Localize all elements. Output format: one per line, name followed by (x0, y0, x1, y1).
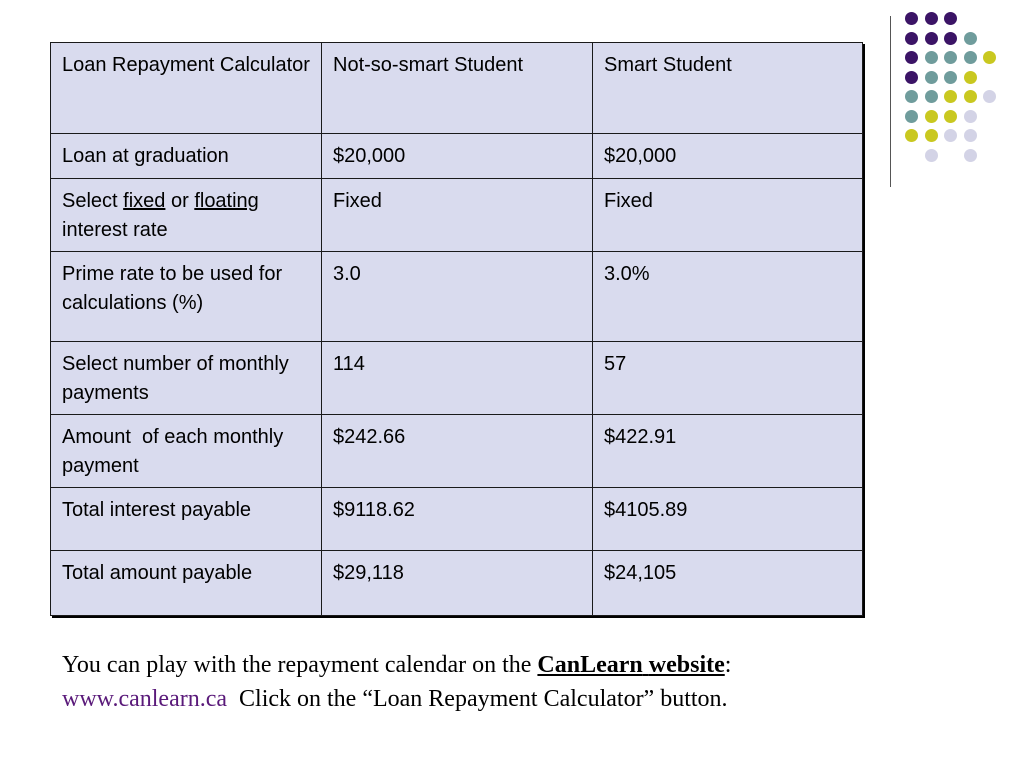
decorative-dot (925, 51, 938, 64)
decorative-dot (925, 149, 938, 162)
table-row (51, 488, 863, 551)
table-cell-value-a: $20,000 (322, 134, 593, 179)
decorative-dot (925, 129, 938, 142)
decorative-dot (944, 110, 957, 123)
table-cell-header-label: Loan Repayment Calculator (51, 43, 322, 134)
decorative-dot (925, 71, 938, 84)
decorative-dot (905, 71, 918, 84)
table-cell-label: Total amount payable (51, 551, 322, 616)
table-cell-label: Loan at graduation (51, 134, 322, 179)
label-text: interest rate (62, 219, 168, 241)
note-text: Click on the “Loan Repayment Calculator” button. (227, 686, 728, 712)
canlearn-website-link[interactable] (537, 652, 724, 678)
table-cell-value-b: Fixed (593, 179, 863, 252)
decorative-dot (944, 90, 957, 103)
decorative-dot (905, 12, 918, 25)
note-text: : (724, 652, 738, 678)
loan-repayment-table (50, 42, 863, 616)
decorative-dot (944, 129, 957, 142)
label-text: Select (62, 190, 124, 212)
fixed-link[interactable]: fixed (123, 190, 166, 212)
decorative-dot (964, 110, 977, 123)
table-cell-value-a: 3.0 (322, 252, 593, 342)
table-row (51, 179, 863, 252)
table-cell-value-b: $4105.89 (593, 488, 863, 551)
decorative-dot (925, 110, 938, 123)
decorative-dot (944, 71, 957, 84)
link-text: website (648, 652, 725, 678)
table-cell-value-b: $20,000 (593, 134, 863, 179)
table-row (51, 551, 863, 616)
decorative-dot-grid (905, 12, 1015, 172)
table-row (51, 415, 863, 488)
table-cell-value-b: $24,105 (593, 551, 863, 616)
decorative-dot (964, 90, 977, 103)
decorative-dot (925, 32, 938, 45)
table-cell-value-a: $29,118 (322, 551, 593, 616)
decorative-dot (925, 90, 938, 103)
decorative-dot (964, 32, 977, 45)
decorative-dot (983, 51, 996, 64)
table-cell-value-a: $9118.62 (322, 488, 593, 551)
table-cell-value-b: 57 (593, 342, 863, 415)
decorative-dot (905, 110, 918, 123)
decorative-dot (925, 12, 938, 25)
table-cell-label: Prime rate to be used for calculations (%) (51, 252, 322, 342)
link-text: CanLearn (537, 652, 643, 678)
table-row (51, 342, 863, 415)
decorative-dot (905, 129, 918, 142)
table-header-row (51, 43, 863, 134)
table-cell-value-a: 114 (322, 342, 593, 415)
table-cell-header-col-b: Smart Student (593, 43, 863, 134)
table-cell-value-b: $422.91 (593, 415, 863, 488)
table-row (51, 252, 863, 342)
note-text: You can play with the repayment calendar on the (62, 652, 538, 678)
decorative-dot (964, 51, 977, 64)
decorative-dot (905, 51, 918, 64)
footer-note (62, 648, 782, 716)
decorative-dot (964, 71, 977, 84)
table-cell-header-col-a: Not-so-smart Student (322, 43, 593, 134)
decorative-dot (944, 51, 957, 64)
table-cell-label: Total interest payable (51, 488, 322, 551)
table-cell-value-a: Fixed (322, 179, 593, 252)
table-cell-label (51, 179, 322, 252)
divider-line (890, 16, 891, 187)
table-cell-value-a: $242.66 (322, 415, 593, 488)
decorative-dot (964, 129, 977, 142)
decorative-dot (905, 32, 918, 45)
table-cell-label: Amount of each monthly payment (51, 415, 322, 488)
table-row (51, 134, 863, 179)
decorative-dot (983, 90, 996, 103)
canlearn-url-link[interactable]: www.canlearn.ca (62, 686, 228, 712)
label-text: or (165, 190, 195, 212)
floating-link[interactable]: floating (194, 190, 259, 212)
decorative-dot (944, 32, 957, 45)
decorative-dot (944, 12, 957, 25)
table-cell-value-b: 3.0% (593, 252, 863, 342)
table-cell-label: Select number of monthly payments (51, 342, 322, 415)
decorative-dot (905, 90, 918, 103)
decorative-dot (964, 149, 977, 162)
